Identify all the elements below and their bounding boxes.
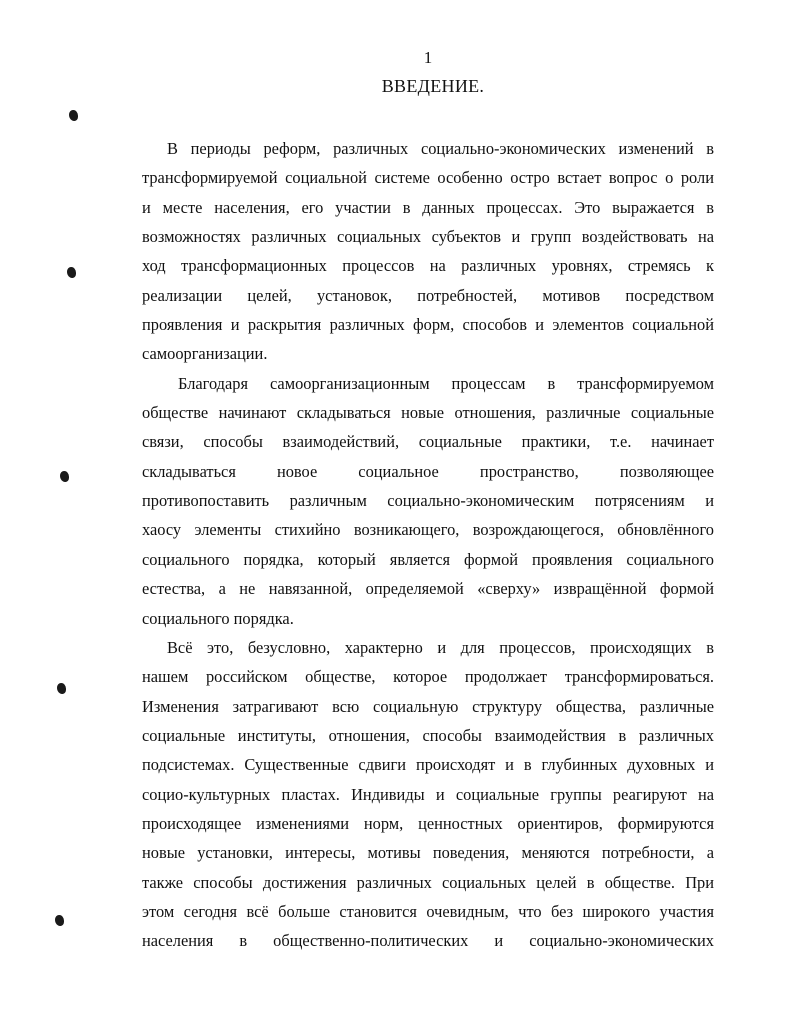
text-line: возможностях различных социальных субъектов и групп воздействовать на (142, 227, 714, 247)
scan-mark (60, 471, 69, 482)
text-line: складываться новое социальное пространство, позволяющее (142, 461, 714, 481)
text-line: происходящее изменениями норм, ценностных ориентиров, формируются (142, 813, 714, 833)
text-line: Благодаря самоорганизационным процессам в трансформируемом (178, 373, 714, 393)
text-line: подсистемах. Существенные сдвиги происходят и в глубинных духовных и (142, 755, 714, 775)
text-line: естества, а не навязанной, определяемой «сверху» извращённой формой (142, 579, 714, 599)
page-title: ВВЕДЕНИЕ. (381, 76, 485, 96)
page-number: 1 (423, 48, 433, 67)
text-line: социального порядка. (142, 608, 294, 628)
scan-mark (67, 267, 76, 278)
text-line: хаосу элементы стихийно возникающего, возрождающегося, обновлённого (142, 520, 714, 540)
text-line: Всё это, безусловно, характерно и для процессов, происходящих в (167, 637, 714, 657)
text-line: и месте населения, его участии в данных процессах. Это выражается в (142, 197, 714, 217)
scan-mark (55, 915, 64, 926)
text-line: самоорганизации. (142, 344, 268, 364)
text-line: проявления и раскрытия различных форм, способов и элементов социальной (142, 315, 714, 335)
text-line: связи, способы взаимодействий, социальные практики, т.е. начинает (142, 432, 714, 452)
text-line: социального порядка, который является формой проявления социального (142, 549, 714, 569)
text-line: обществе начинают складываться новые отношения, различные социальные (142, 403, 714, 423)
text-line: социальные институты, отношения, способы взаимодействия в различных (142, 725, 714, 745)
text-line: Изменения затрагивают всю социальную структуру общества, различные (142, 696, 714, 716)
text-line: реализации целей, установок, потребностей, мотивов посредством (142, 285, 714, 305)
scan-mark (69, 110, 78, 121)
text-line: социо-культурных пластах. Индивиды и социальные группы реагируют на (142, 784, 714, 804)
text-line: новые установки, интересы, мотивы поведения, меняются потребности, а (142, 843, 714, 863)
text-line: ход трансформационных процессов на различных уровнях, стремясь к (142, 256, 714, 276)
text-line: нашем российском обществе, которое продолжает трансформироваться. (142, 667, 714, 687)
text-line: населения в общественно-политических и социально-экономических (142, 931, 714, 951)
text-line: также способы достижения различных социальных целей в обществе. При (142, 872, 714, 892)
text-line: противопоставить различным социально-экономическим потрясениям и (142, 491, 714, 511)
scan-mark (57, 683, 66, 694)
body-text (142, 134, 714, 956)
text-line: трансформируемой социальной системе особенно остро встает вопрос о роли (142, 168, 714, 188)
text-line: В периоды реформ, различных социально-экономических изменений в (167, 139, 714, 158)
text-line: этом сегодня всё больше становится очевидным, что без широкого участия (142, 901, 714, 921)
